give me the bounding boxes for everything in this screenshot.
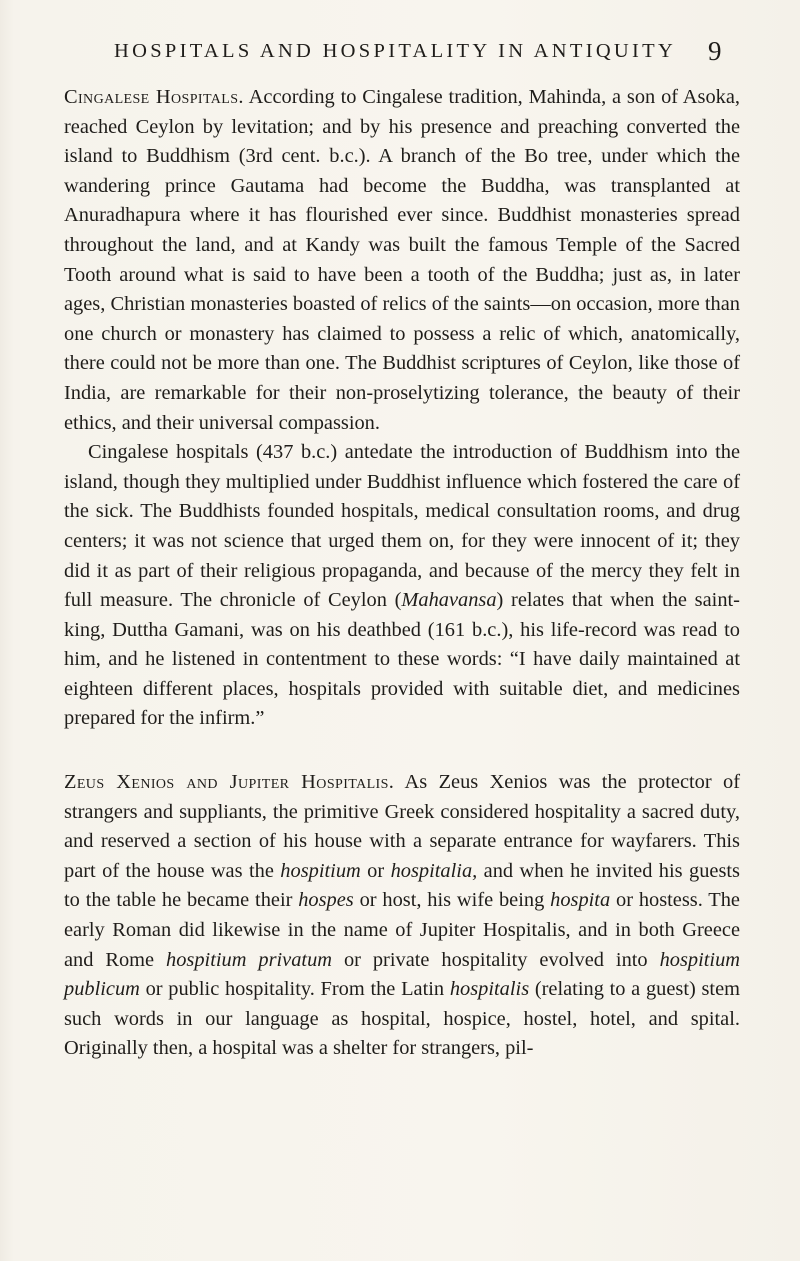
paragraph-cingalese-hospitals [64,438,740,734]
running-head: HOSPITALS AND HOSPITALITY IN ANTIQUITY [114,40,677,62]
section-heading-cingalese-hospitals: Cingalese Hospitals. [64,86,244,108]
paragraph-text: ) relates that when the saint-king, Duttha Gamani, was on his deathbed (161 b.c.), his life-record was read to him, and he listened in contentment to these words: “I have daily maintained at eighteen different places, hospitals provided with suitable diet, and medicines prepared for the infirm.” [64,589,740,730]
italic-term: hospitium [280,859,361,882]
paragraph-text: (relating to a guest) stem such words in our language as hospital, hospice, hostel, hotel, and spital. Originally then, a hospital was a shelter for strangers, pil- [64,978,740,1060]
italic-term: hospitium privatum [166,948,333,971]
paragraph-cingalese-intro [64,83,740,438]
paragraph-text: or host, his wife being [353,889,551,912]
italic-term: hospitalis [449,978,530,1001]
paragraph-text: and when he invited his guests to the table he became their [64,859,740,912]
italic-term: hospitalia, [390,859,478,882]
paragraph-text: or public hospitality. From the Latin [139,978,450,1001]
page-number: 9 [708,36,722,66]
italic-term: hospes [298,889,354,912]
paragraph-text: As Zeus Xenios was the protector of strangers and suppliants, the primitive Greek considered hospitality a sacred duty, and reserved a section of his house with a separate entrance for wayfarers. This part of the house was the [64,771,741,882]
paragraph-text: According to Cingalese tradition, Mahinda, a son of Asoka, reached Ceylon by levitation; and by his presence and preaching converted the island to Buddhism (3rd cent. b.c.). A branch of the Bo tree, under which the wandering prince Gautama had become the Buddha, was transplanted at Anuradhapura where it has flourished ever since. Buddhist monasteries spread throughout the land, and at Kandy was built the famous Temple of the Sacred Tooth around what is said to have been a tooth of the Buddha; just as, in later ages, Christian monasteries boasted of relics of the saints—on occasion, more than one church or monastery has claimed to possess a relic of which, anatomically, there could not be more than one. The Buddhist scriptures of Ceylon, like those of India, are remarkable for their non-proselytizing tolerance, the beauty of their ethics, and their universal compassion. [64,86,740,434]
paragraph-text: or private hospitality evolved into [332,948,660,971]
paragraph-text: or hostess. The early Roman did likewise in the name of Jupiter Hospitalis, and in both Greece and Rome [64,889,740,971]
section-heading-zeus-xenios: Zeus Xenios and Jupiter Hospitalis. [64,771,395,794]
paragraph-text: or [360,859,391,882]
paragraph-text: Cingalese hospitals (437 b.c.) antedate the introduction of Buddhism into the island, though they multiplied under Buddhist influence which fostered the care of the sick. The Buddhists founded hospitals, medical consultation rooms, and drug centers; it was not science that urged them on, for they were innocent of it; they did it as part of their religious propaganda, and because of the mercy they felt in full measure. The chronicle of Ceylon ( [64,441,740,612]
body-text [64,83,740,1064]
paragraph-zeus-xenios [64,768,740,1064]
italic-term: Mahavansa [401,589,497,612]
italic-term: hospitium publicum [64,948,740,1001]
italic-term: hospita [550,889,611,912]
